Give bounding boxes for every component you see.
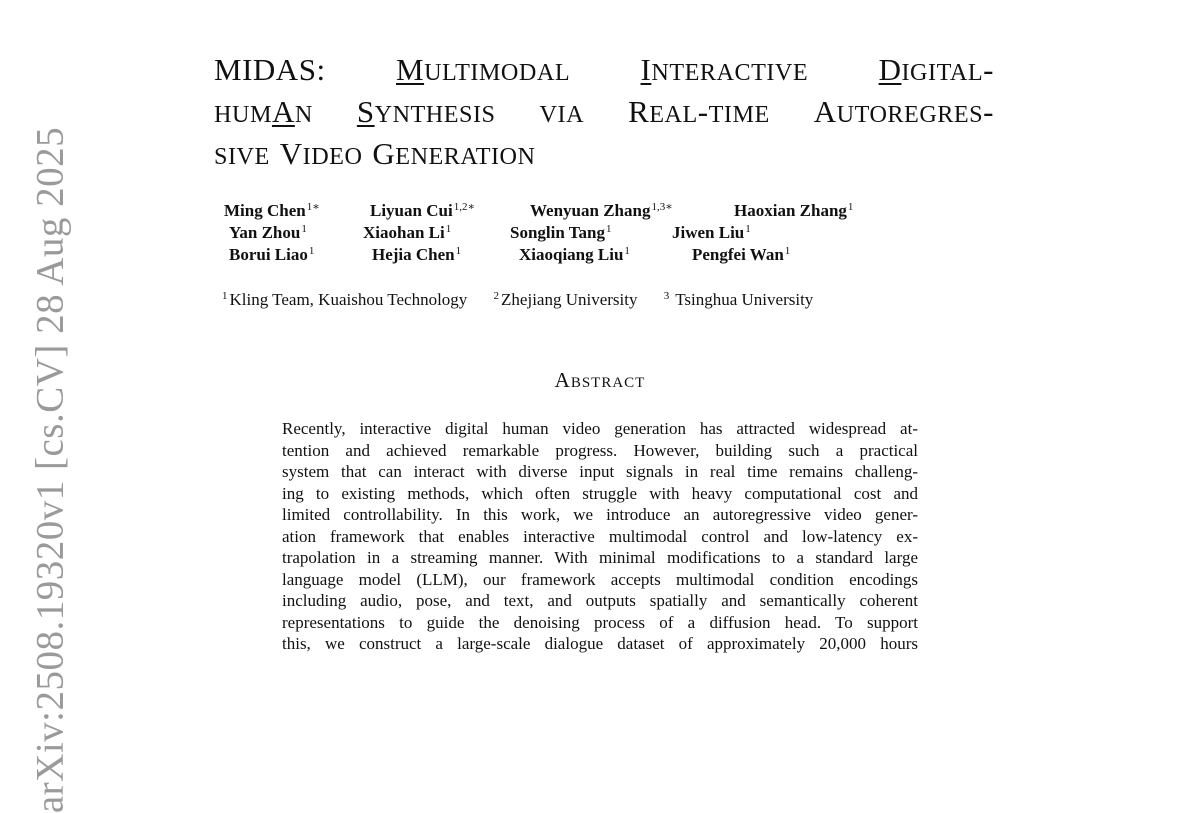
author: Xiaohan Li$^1$ (363, 223, 452, 242)
affiliation: $^3$ Tsinghua University (663, 290, 814, 309)
affiliation: $^2$ Zhejiang University (493, 290, 638, 309)
title-line-3 (214, 134, 994, 176)
title-word-video: VIDEO (279, 136, 363, 171)
abstract-line: ing to existing methods, which often struggle with heavy computational cost and (282, 483, 918, 503)
title-word-autoregres: AUTOREGRES- (813, 94, 994, 129)
title-word-via: VIA (539, 101, 585, 128)
title-word-interactive: INTERACTIVE (640, 52, 809, 87)
author: Xiaoqiang Liu$^1$ (519, 245, 630, 264)
author: Wenyuan Zhang$^{1,3∗}$ (530, 201, 673, 220)
author: Jiwen Liu$^1$ (672, 223, 751, 242)
title-word-synthesis: SYNTHESIS (356, 94, 496, 129)
paper-title (214, 50, 994, 176)
abstract-heading: Abstract (554, 368, 646, 392)
author: Pengfei Wan$^1$ (692, 245, 791, 264)
arxiv-watermark: arXiv:2508.19320v1 [cs.CV] 28 Aug 2025 (28, 126, 72, 813)
abstract-line: this, we construct a large-scale dialogue dataset of approximately 20,000 hours (282, 634, 918, 653)
author: Hejia Chen$^1$ (372, 245, 462, 264)
author: Yan Zhou$^1$ (229, 223, 307, 242)
author: Haoxian Zhang$^1$ (734, 201, 854, 220)
abstract-line: system that can interact with diverse input signals in real time remains challeng- (282, 462, 918, 481)
abstract-line: limited controllability. In this work, we introduce an autoregressive video gener- (282, 505, 918, 524)
abstract-line: language model (LLM), our framework accepts multimodal condition encodings (282, 569, 918, 589)
title-line-1 (214, 50, 994, 92)
affiliation: $^1$ Kling Team, Kuaishou Technology (222, 290, 468, 309)
title-line-2 (214, 92, 994, 134)
author: Liyuan Cui$^{1,2∗}$ (370, 201, 475, 220)
title-word-real-time: REAL-TIME (628, 94, 770, 129)
title-word-multimodal: MULTIMODAL (396, 52, 571, 87)
author: Songlin Tang$^1$ (510, 223, 612, 242)
title-word-generation: GENERATION (372, 136, 536, 171)
abstract-line: representations to guide the denoising process of a diffusion head. To support (282, 612, 918, 632)
title-word-sive: SIVE (214, 143, 270, 170)
abstract-line: including audio, pose, and text, and outputs spatially and semantically coherent (282, 591, 918, 610)
author: Ming Chen$^{1∗}$ (224, 201, 320, 220)
author: Borui Liao$^1$ (229, 245, 315, 264)
title-word-midas: MIDAS: (214, 52, 326, 87)
abstract-line: trapolation in a streaming manner. With minimal modifications to a standard large (282, 548, 918, 567)
title-word-digital: DIGITAL- (878, 52, 994, 87)
abstract-line: ation framework that enables interactive multimodal control and low-latency ex- (282, 526, 918, 546)
abstract-line: tention and achieved remarkable progress. However, building such a practical (282, 440, 918, 460)
title-word-human: HUMAN (214, 94, 313, 129)
abstract-body (282, 418, 918, 655)
affiliation-list (222, 289, 813, 311)
abstract-line: Recently, interactive digital human video generation has attracted widespread at- (282, 419, 918, 438)
